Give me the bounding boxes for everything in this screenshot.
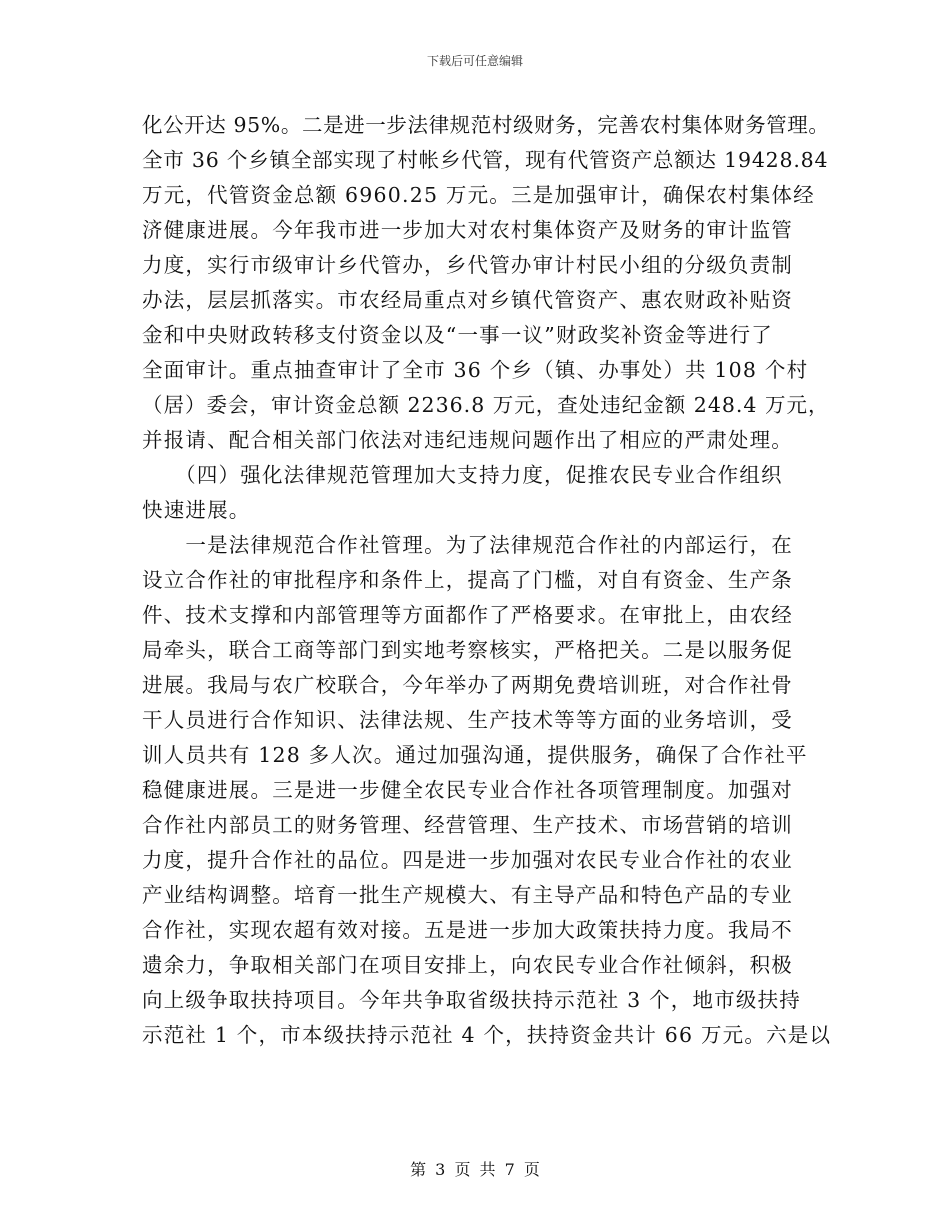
paragraph-line: 干人员进行合作知识、法律法规、生产技术等等方面的业务培训，受: [142, 708, 793, 732]
paragraph-line: （四）强化法律规范管理加大支持力度，促推农民专业合作组织: [142, 463, 783, 487]
paragraph-line: 办法，层层抓落实。市农经局重点对乡镇代管资产、惠农财政补贴资: [142, 288, 793, 312]
paragraph-line: 一是法律规范合作社管理。为了法律规范合作社的内部运行，在: [142, 533, 793, 557]
paragraph-line: 设立合作社的审批程序和条件上，提高了门槛，对自有资金、生产条: [142, 568, 793, 592]
paragraph-line: 稳健康进展。三是进一步健全农民专业合作社各项管理制度。加强对: [142, 778, 793, 802]
paragraph-line: 力度，提升合作社的品位。四是进一步加强对农民专业合作社的农业: [142, 848, 793, 872]
paragraph-line: （居）委会，审计资金总额 2236.8 万元，查处违纪金额 248.4 万元，: [142, 393, 830, 417]
paragraph-line: 合作社内部员工的财务管理、经营管理、生产技术、市场营销的培训: [142, 813, 793, 837]
paragraph-line: 合作社，实现农超有效对接。五是进一步加大政策扶持力度。我局不: [142, 918, 793, 942]
paragraph-line: 全面审计。重点抽查审计了全市 36 个乡（镇、办事处）共 108 个村: [142, 358, 809, 382]
paragraph-line: 快速进展。: [142, 498, 251, 522]
paragraph-line: 训人员共有 128 多人次。通过加强沟通，提供服务，确保了合作社平: [142, 743, 808, 767]
page-header: 下载后可任意编辑: [426, 54, 523, 68]
paragraph-line: 局牵头，联合工商等部门到实地考察核实，严格把关。二是以服务促: [142, 638, 793, 662]
paragraph-line: 万元，代管资金总额 6960.25 万元。三是加强审计，确保农村集体经: [142, 183, 815, 207]
paragraph-line: 向上级争取扶持项目。今年共争取省级扶持示范社 3 个，地市级扶持: [142, 988, 801, 1012]
paragraph-line: 遗余力，争取相关部门在项目安排上，向农民专业合作社倾斜，积极: [142, 953, 793, 977]
paragraph-line: 进展。我局与农广校联合，今年举办了两期免费培训班，对合作社骨: [142, 673, 793, 697]
paragraph-line: 示范社 1 个，市本级扶持示范社 4 个，扶持资金共计 66 万元。六是以: [142, 1023, 832, 1047]
paragraph-line: 件、技术支撑和内部管理等方面都作了严格要求。在审批上，由农经: [142, 603, 793, 627]
paragraph-line: 全市 36 个乡镇全部实现了村帐乡代管，现有代管资产总额达 19428.84: [142, 148, 829, 172]
page-footer: 第 3 页 共 7 页: [410, 1160, 540, 1179]
paragraph-line: 济健康进展。今年我市进一步加大对农村集体资产及财务的审计监管: [142, 218, 793, 242]
paragraph-line: 金和中央财政转移支付资金以及“一事一议”财政奖补资金等进行了: [142, 323, 773, 347]
paragraph-line: 化公开达 95%。二是进一步法律规范村级财务，完善农村集体财务管理。: [142, 113, 830, 137]
paragraph-line: 力度，实行市级审计乡代管办，乡代管办审计村民小组的分级负责制: [142, 253, 793, 277]
document-body: [142, 108, 832, 1053]
paragraph-line: 并报请、配合相关部门依法对违纪违规问题作出了相应的严肃处理。: [142, 428, 793, 452]
paragraph-line: 产业结构调整。培育一批生产规模大、有主导产品和特色产品的专业: [142, 883, 793, 907]
